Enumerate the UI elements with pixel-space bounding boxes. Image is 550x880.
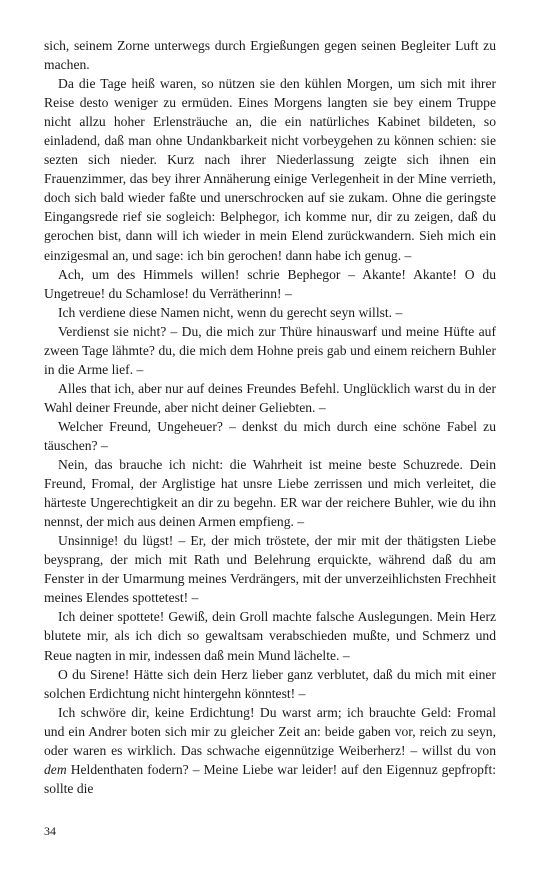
paragraph-5: Verdienst sie nicht? – Du, die mich zur Thüre hinauswarf und meine Hüfte auf zween Tage lähmte? du, die mich dem Hohne preis gab und einem reichern Buhler in die Arme lief. – bbox=[44, 323, 496, 377]
paragraph-8: Nein, das brauche ich nicht: die Wahrheit ist meine beste Schuzrede. Dein Freund, Fromal, der Arglistige hat unsre Liebe zerrissen und mich verleitet, die härteste Ungerechtigkeit an dir zu begehn. ER war der reichere Buhler, wie du ihn nennst, der mich aus deinen Armen empfieng. – bbox=[44, 457, 496, 530]
paragraph-1: sich, seinem Zorne unterwegs durch Ergießungen gegen seinen Begleiter Luft zu machen. bbox=[44, 38, 496, 73]
paragraph-12-emphasis: dem bbox=[44, 761, 67, 777]
paragraph-2: Da die Tage heiß waren, so nützen sie den kühlen Morgen, um sich mit ihrer Reise desto weniger zu ermüden. Eines Morgens langten sie bey einem Truppe nicht allzu hoher Erlensträuche an, die ein natürliches Kabinet bildeten, so einladend, daß man ohne Undankbarkeit nicht vorbeygehen zu können schien: sie sezten sich nieder. Kurz nach ihrer Niederlassung zeigte sich ihnen ein Frauenzimmer, das bey ihrer Annäherung einige Verlegenheit in der Mine verrieth, doch sich bald wieder faßte und unerschrocken auf sie zukam. Ohne die geringste Eingangsrede rief sie sogleich: Belphegor, ich komme nur, dir zu zeigen, daß du gerochen bist, dann will ich wieder in mein Elend zurückwandern. Sieh mich ein einzigesmal an, und sage: ich bin gerochen! dann habe ich genug. – bbox=[44, 76, 496, 263]
page-body bbox=[44, 36, 496, 798]
paragraph-7: Welcher Freund, Ungeheuer? – denkst du mich durch eine schöne Fabel zu täuschen? – bbox=[44, 418, 496, 453]
paragraph-9: Unsinnige! du lügst! – Er, der mich tröstete, der mir mit der thätigsten Liebe beysprang, der mich mit Rath und Belehrung erquickte, während daß du am Fenster in der Umarmung meines Verdrängers, mit der unverzeihlichsten Frechheit meines Elendes spottetest! – bbox=[44, 533, 496, 606]
page-number: 34 bbox=[44, 824, 56, 838]
paragraph-12 bbox=[44, 703, 496, 798]
paragraph-3: Ach, um des Himmels willen! schrie Bephegor – Akante! Akante! O du Ungetreue! du Schamlose! du Verrätherinn! – bbox=[44, 266, 496, 301]
paragraph-10: Ich deiner spottete! Gewiß, dein Groll machte falsche Auslegungen. Mein Herz blutete mir, als ich dich so gewaltsam verabschieden mußte, und Schmerz und Reue nagten in mir, indessen daß mein Mund lächelte. – bbox=[44, 609, 496, 663]
paragraph-12-text-after: Heldenthaten fodern? – Meine Liebe war leider! auf den Eigennuz gepfropft: sollte die bbox=[44, 761, 496, 796]
paragraph-12-text-before: Ich schwöre dir, keine Erdichtung! Du warst arm; ich brauchte Geld: Fromal und ein Andrer boten sich mir zu gleicher Zeit an: beide gaben vor, reich zu seyn, oder waren es wirklich. Das schwache eigennützige Weiberherz! – willst du von bbox=[44, 704, 496, 758]
paragraph-4: Ich verdiene diese Namen nicht, wenn du gerecht seyn willst. – bbox=[58, 304, 403, 320]
paragraph-11: O du Sirene! Hätte sich dein Herz lieber ganz verblutet, daß du mich mit einer solchen Erdichtung nicht hintergehn könntest! – bbox=[44, 666, 496, 701]
paragraph-6: Alles that ich, aber nur auf deines Freundes Befehl. Unglücklich warst du in der Wahl deiner Freunde, aber nicht deiner Geliebten. – bbox=[44, 380, 496, 415]
